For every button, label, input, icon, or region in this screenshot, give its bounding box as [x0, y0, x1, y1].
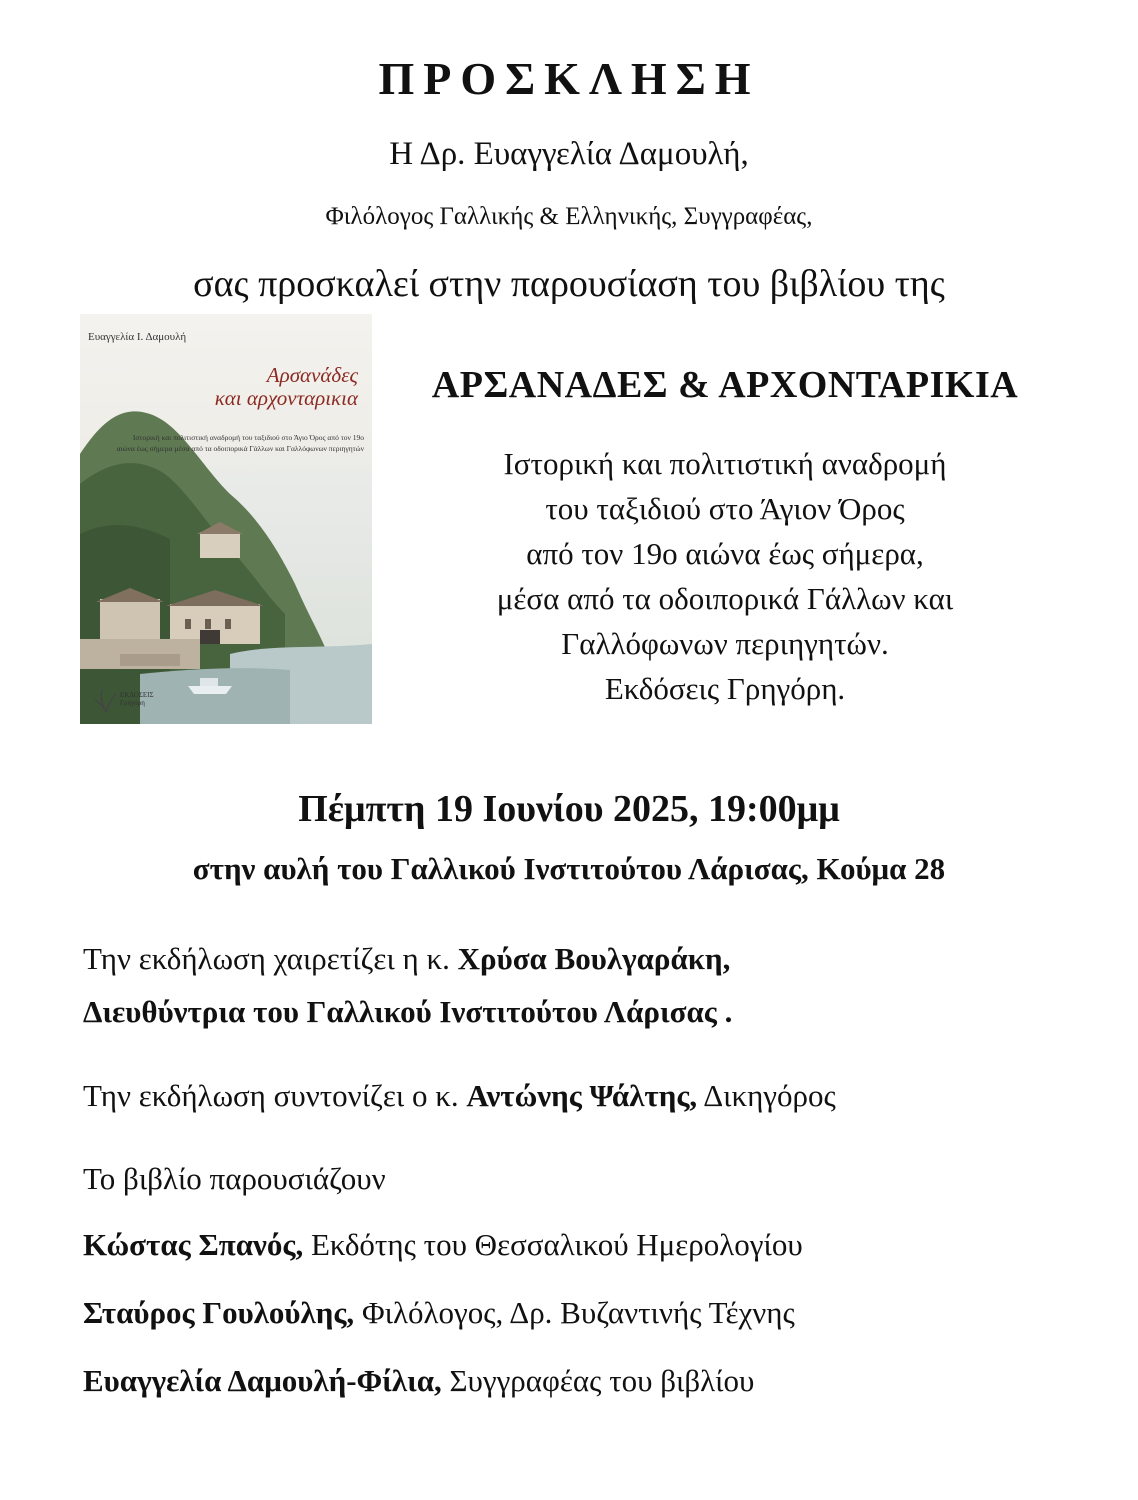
presenter-role: Φιλόλογος, Δρ. Βυζαντινής Τέχνης: [354, 1295, 795, 1330]
greeting-person: Χρύσα Βουλγαράκη,: [457, 941, 731, 976]
coordinator-line: [83, 1078, 836, 1114]
book-description-line: του ταξιδιού στο Άγιον Όρος: [545, 491, 905, 526]
invite-line: σας προσκαλεί στην παρουσίαση του βιβλίου της: [193, 263, 945, 305]
cover-publisher: [120, 691, 154, 707]
book-title: ΑΡΣΑΝΑΔΕΣ & ΑΡΧΟΝΤΑΡΙΚΙΑ: [431, 364, 1019, 406]
cover-subtitle: Ιστορική και πολιτιστική αναδρομή του ταξιδιού στο Άγιο Όρος από τον 19ο αιώνα έως σήμερα μέσα από τα οδοιπορικά Γάλλων και Γαλλόφωνων περιηγητών: [116, 433, 364, 453]
book-description: [390, 441, 1060, 711]
publisher-logo-icon: [92, 686, 120, 714]
greeting-person-title: Διευθύντρια του Γαλλικού Ινστιτούτου Λάρισας .: [83, 994, 733, 1029]
cover-title-line2: και αρχονταρικια: [214, 386, 358, 410]
presenter-name: Ευαγγελία Δαμουλή-Φίλια,: [83, 1363, 442, 1398]
book-description-line: Ιστορική και πολιτιστική αναδρομή: [503, 446, 947, 481]
coordinator-prefix: Την εκδήλωση συντονίζει ο κ.: [83, 1078, 467, 1113]
cover-publisher-line1: ΕΚΔΟΣΕΙΣ: [120, 691, 154, 699]
cover-title-line1: Αρσανάδες: [266, 363, 358, 387]
cover-publisher-line2: Γρηγόρη: [120, 699, 145, 707]
book-description-line: Εκδόσεις Γρηγόρη.: [604, 671, 846, 706]
cover-title: [215, 364, 358, 410]
event-date-time: Πέμπτη 19 Ιουνίου 2025, 19:00μμ: [298, 788, 840, 830]
presenter-item: [83, 1227, 803, 1263]
presenter-role: Εκδότης του Θεσσαλικού Ημερολογίου: [303, 1227, 803, 1262]
book-description-line: από τον 19ο αιώνα έως σήμερα,: [526, 536, 924, 571]
coordinator-name: Αντώνης Ψάλτης,: [466, 1078, 698, 1113]
presenter-name: Σταύρος Γουλούλης,: [83, 1295, 355, 1330]
inviter-role: Φιλόλογος Γαλλικής & Ελληνικής, Συγγραφέας,: [325, 203, 813, 230]
book-description-line: Γαλλόφωνων περιηγητών.: [561, 626, 889, 661]
coordinator-role: Δικηγόρος: [697, 1078, 836, 1113]
inviter-name: Η Δρ. Ευαγγελία Δαμουλή,: [389, 136, 749, 172]
invitation-title: ΠΡΟΣΚΛΗΣΗ: [378, 53, 760, 104]
presenter-item: [83, 1363, 754, 1399]
greeting-line: [83, 941, 730, 977]
book-cover-image: [80, 314, 372, 724]
event-venue: στην αυλή του Γαλλικού Ινστιτούτου Λάρισας, Κούμα 28: [192, 851, 946, 886]
cover-author: Ευαγγελία Ι. Δαμουλή: [88, 331, 187, 343]
presenters-label: Το βιβλίο παρουσιάζουν: [83, 1161, 386, 1196]
greeting-prefix: Την εκδήλωση χαιρετίζει η κ.: [83, 941, 458, 976]
presenter-item: [83, 1295, 795, 1331]
presenter-role: Συγγραφέας του βιβλίου: [441, 1363, 755, 1398]
book-description-line: μέσα από τα οδοιπορικά Γάλλων και: [496, 581, 954, 616]
presenter-name: Κώστας Σπανός,: [83, 1227, 304, 1262]
